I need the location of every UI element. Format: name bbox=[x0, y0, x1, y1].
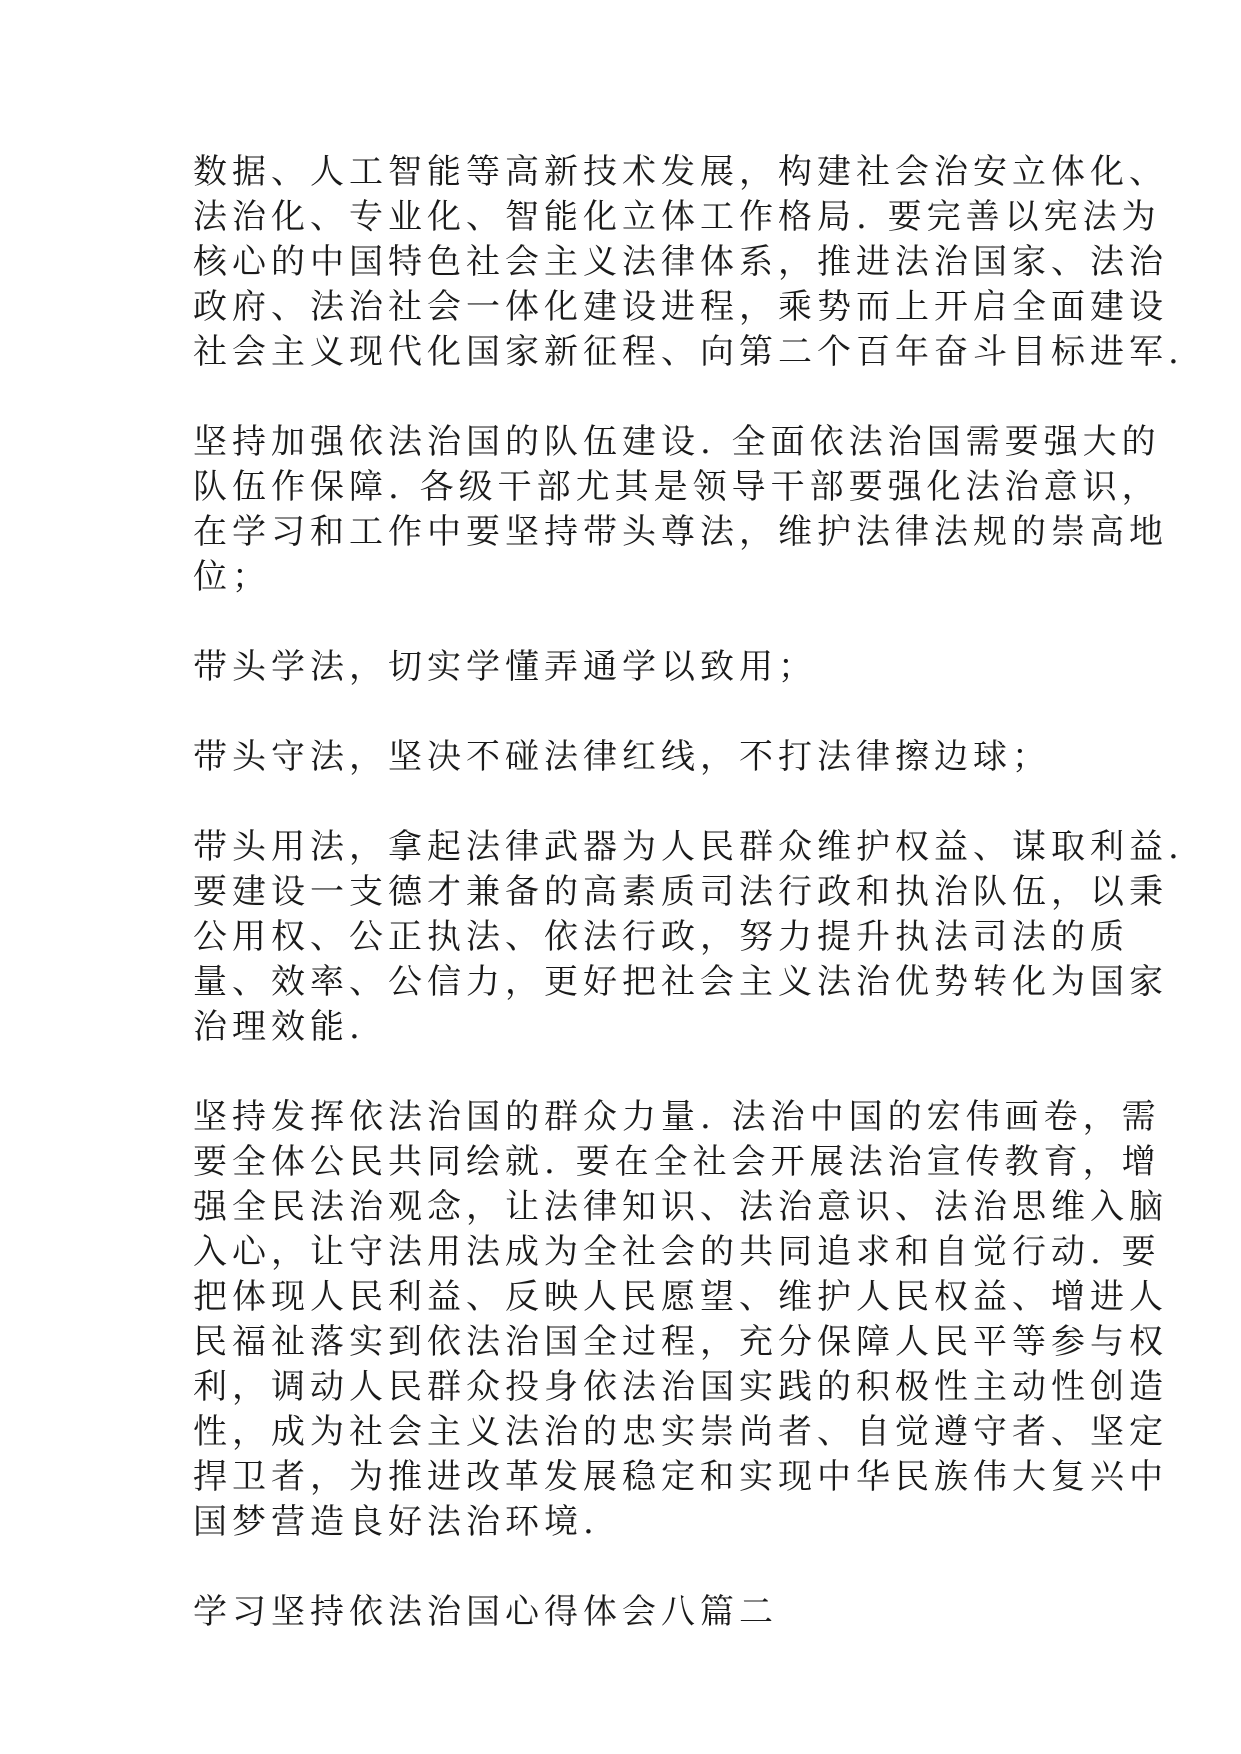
text-line: 带头学法，切实学懂弄通学以致用； bbox=[193, 647, 817, 687]
text-line: 公用权、公正执法、依法行政，努力提升执法司法的质 bbox=[193, 917, 1129, 957]
text-line: 坚持加强依法治国的队伍建设. 全面依法治国需要强大的 bbox=[193, 422, 1161, 462]
text-line: 民福祉落实到依法治国全过程，充分保障人民平等参与权 bbox=[193, 1322, 1168, 1362]
paragraph bbox=[193, 735, 1053, 780]
text-line: 数据、人工智能等高新技术发展，构建社会治安立体化、 bbox=[193, 152, 1168, 192]
paragraph bbox=[193, 420, 1168, 600]
text-line: 要建设一支德才兼备的高素质司法行政和执治队伍，以秉 bbox=[193, 872, 1168, 912]
text-line: 捍卫者，为推进改革发展稳定和实现中华民族伟大复兴中 bbox=[193, 1457, 1168, 1497]
text-line: 学习坚持依法治国心得体会八篇二 bbox=[193, 1592, 778, 1632]
text-line: 要全体公民共同绘就. 要在全社会开展法治宣传教育，增 bbox=[193, 1142, 1161, 1182]
text-line: 治理效能. bbox=[193, 1007, 365, 1047]
text-line: 在学习和工作中要坚持带头尊法，维护法律法规的崇高地 bbox=[193, 512, 1168, 552]
text-line: 国梦营造良好法治环境. bbox=[193, 1502, 599, 1542]
text-line: 社会主义现代化国家新征程、向第二个百年奋斗目标进军. bbox=[193, 332, 1184, 372]
text-line: 带头用法，拿起法律武器为人民群众维护权益、谋取利益. bbox=[193, 827, 1184, 867]
text-line: 政府、法治社会一体化建设进程，乘势而上开启全面建设 bbox=[193, 287, 1168, 327]
text-line: 位； bbox=[193, 557, 271, 597]
paragraph bbox=[193, 150, 1184, 375]
text-line: 核心的中国特色社会主义法律体系，推进法治国家、法治 bbox=[193, 242, 1168, 282]
text-line: 带头守法，坚决不碰法律红线，不打法律擦边球； bbox=[193, 737, 1051, 777]
section-heading bbox=[193, 1590, 1053, 1635]
text-line: 利，调动人民群众投身依法治国实践的积极性主动性创造 bbox=[193, 1367, 1168, 1407]
text-line: 入心，让守法用法成为全社会的共同追求和自觉行动. 要 bbox=[193, 1232, 1161, 1272]
text-line: 强全民法治观念，让法律知识、法治意识、法治思维入脑 bbox=[193, 1187, 1168, 1227]
text-line: 量、效率、公信力，更好把社会主义法治优势转化为国家 bbox=[193, 962, 1168, 1002]
text-line: 把体现人民利益、反映人民愿望、维护人民权益、增进人 bbox=[193, 1277, 1168, 1317]
document-body bbox=[193, 150, 1184, 1680]
text-line: 性，成为社会主义法治的忠实崇尚者、自觉遵守者、坚定 bbox=[193, 1412, 1168, 1452]
text-line: 队伍作保障. 各级干部尤其是领导干部要强化法治意识， bbox=[193, 467, 1161, 507]
text-line: 法治化、专业化、智能化立体工作格局. 要完善以宪法为 bbox=[193, 197, 1161, 237]
paragraph bbox=[193, 1095, 1168, 1545]
text-line: 坚持发挥依法治国的群众力量. 法治中国的宏伟画卷，需 bbox=[193, 1097, 1161, 1137]
paragraph bbox=[193, 825, 1184, 1050]
paragraph bbox=[193, 645, 1053, 690]
